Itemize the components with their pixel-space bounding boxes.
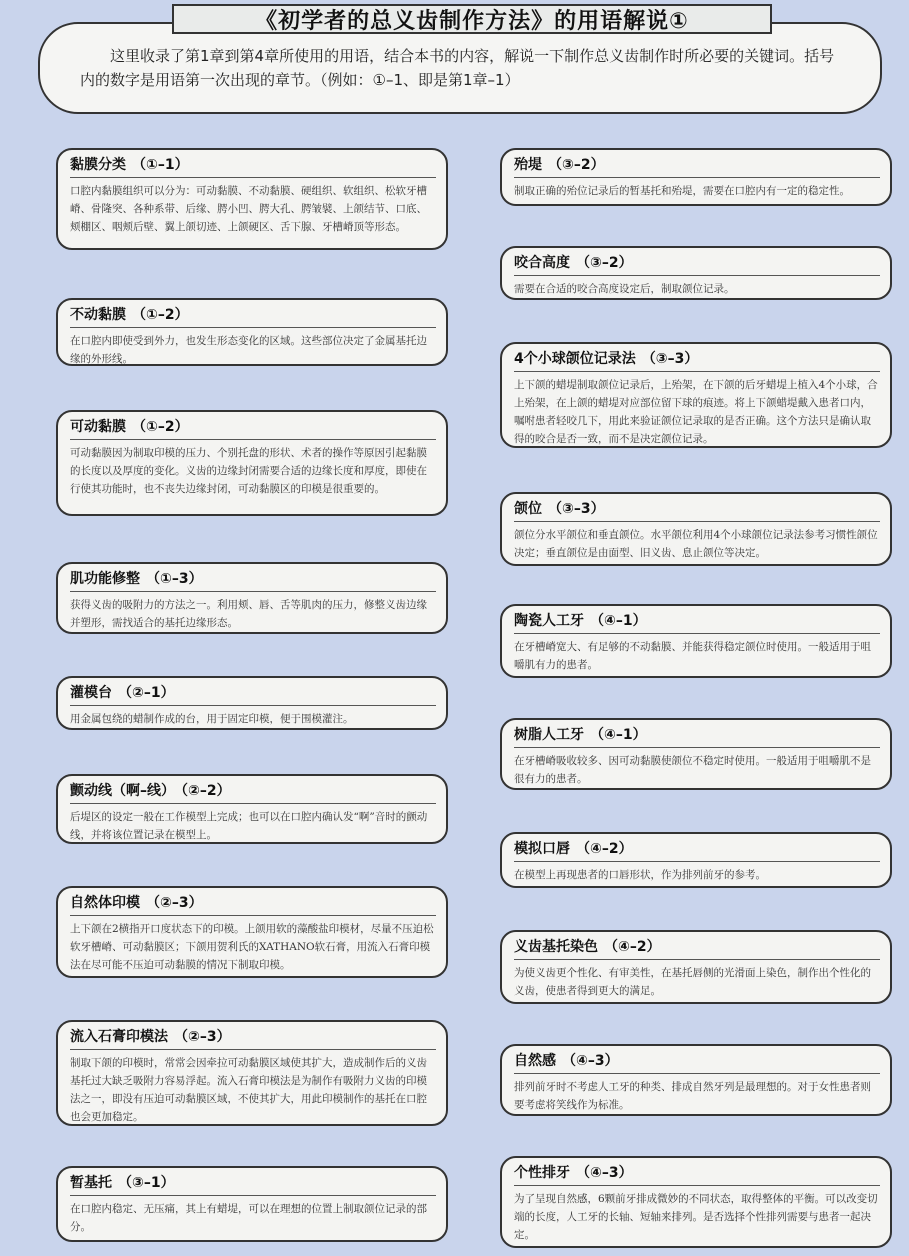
term-description: 在模型上再现患者的口唇形状，作为排列前牙的参考。 [514, 869, 766, 881]
term-ref: （④–3） [562, 1053, 619, 1069]
term-description: 可动黏膜因为制取印模的压力、个别托盘的形状、术者的操作等原因引起黏膜的长度以及厚度的变化。义齿的边缘封闭需要合适的边缘长度和厚度，即使在行使其功能时，也不丧失边缘封闭，可动黏膜区的印模是很重要的。 [70, 447, 427, 495]
term-card [56, 676, 448, 730]
term-ref: （②–1） [118, 685, 175, 701]
term-ref: （④–3） [576, 1165, 633, 1181]
term-description: 用金属包绕的蜡制作成的台，用于固定印模，便于围模灌注。 [70, 713, 354, 725]
term-ref: （①–3） [146, 571, 203, 587]
term-title: 暂基托 [70, 1175, 112, 1191]
term-card [500, 342, 892, 448]
term-title: 灌模台 [70, 685, 112, 701]
term-ref: （④–1） [590, 613, 647, 629]
term-description: 需要在合适的咬合高度设定后，制取颌位记录。 [514, 283, 735, 295]
term-ref: （①–2） [132, 419, 189, 435]
term-ref: （②–3） [146, 895, 203, 911]
term-card [500, 246, 892, 300]
term-description: 在口腔内即使受到外力，也发生形态变化的区域。这些部位决定了金属基托边缘的外形线。 [70, 335, 427, 365]
term-description: 后堤区的设定一般在工作模型上完成；也可以在口腔内确认发“啊”音时的颤动线，并将该位置记录在模型上。 [70, 811, 428, 841]
term-title: 陶瓷人工牙 [514, 613, 584, 629]
term-card [56, 298, 448, 366]
term-description: 为了呈现自然感，6颗前牙排成微妙的不同状态，取得整体的平衡。可以改变切端的长度，人工牙的长轴、短轴来排列。是否选择个性排列需要与患者一起决定。 [514, 1193, 878, 1241]
term-ref: （②–3） [174, 1029, 231, 1045]
term-ref: （④–2） [576, 841, 633, 857]
term-title: 树脂人工牙 [514, 727, 584, 743]
term-description: 在牙槽嵴吸收较多、因可动黏膜使颌位不稳定时使用。一般适用于咀嚼肌不是很有力的患者。 [514, 755, 871, 785]
term-ref: （③–2） [548, 157, 605, 173]
term-description: 为使义齿更个性化、有审美性，在基托唇侧的光滑面上染色，制作出个性化的义齿，使患者得到更大的满足。 [514, 967, 871, 997]
term-ref: （③–2） [576, 255, 633, 271]
term-card [500, 148, 892, 206]
term-card [500, 1044, 892, 1116]
intro-text: 这里收录了第1章到第4章所使用的用语，结合本书的内容，解说一下制作总义齿制作时所必要的关键词。括号内的数字是用语第一次出现的章节。（例如：①–1、即是第1章–1） [38, 22, 882, 114]
term-title: 殆堤 [514, 157, 542, 173]
term-card [56, 1020, 448, 1126]
term-card [56, 410, 448, 516]
term-title: 可动黏膜 [70, 419, 126, 435]
term-card [500, 832, 892, 888]
term-ref: （①–1） [132, 157, 189, 173]
term-card [56, 774, 448, 844]
term-description: 在牙槽嵴宽大、有足够的不动黏膜、并能获得稳定颌位时使用。一般适用于咀嚼肌有力的患者。 [514, 641, 871, 671]
term-title: 流入石膏印模法 [70, 1029, 168, 1045]
term-ref: （③–1） [118, 1175, 175, 1191]
term-ref: （③–3） [548, 501, 605, 517]
term-card [56, 562, 448, 634]
term-card [56, 148, 448, 250]
term-description: 制取下颌的印模时，常常会因牵拉可动黏膜区域使其扩大，造成制作后的义齿基托过大缺乏吸附力容易浮起。流入石膏印模法是为制作有吸附力义齿的印模法之一，即没有压迫可动黏膜区域，不使其扩大，用此印模制作的基托在口腔也会更加稳定。 [70, 1057, 427, 1123]
term-title: 自然感 [514, 1053, 556, 1069]
term-title: 黏膜分类 [70, 157, 126, 173]
term-title: 4个小球颌位记录法 [514, 351, 636, 367]
term-card [500, 604, 892, 678]
term-ref: （④–2） [604, 939, 661, 955]
term-description: 上下颌的蜡堤制取颌位记录后，上殆架，在下颌的后牙蜡堤上植入4个小球，合上殆架，在上颌的蜡堤对应部位留下球的痕迹。将上下颌蜡堤戴入患者口内，嘱咐患者轻咬几下，用此来验证颌位记录取的是否正确。这个方法只是确认取得的咬合是否一致，而不是决定颌位记录。 [514, 379, 878, 445]
term-ref: （①–2） [132, 307, 189, 323]
term-card [500, 718, 892, 790]
term-title: 不动黏膜 [70, 307, 126, 323]
term-description: 在口腔内稳定、无压痛，其上有蜡堤，可以在理想的位置上制取颌位记录的部分。 [70, 1203, 427, 1233]
term-ref: （④–1） [590, 727, 647, 743]
term-card [500, 930, 892, 1004]
term-ref: （③–3） [641, 351, 699, 367]
term-title: 自然体印模 [70, 895, 140, 911]
term-card [500, 1156, 892, 1248]
term-description: 颌位分水平颌位和垂直颌位。水平颌位利用4个小球颌位记录法参考习惯性颌位决定；垂直颌位是由面型、旧义齿、息止颌位等决定。 [514, 529, 878, 559]
page-title: 《初学者的总义齿制作方法》的用语解说① [172, 4, 772, 34]
term-description: 上下颌在2横指开口度状态下的印模。上颌用软的藻酸盐印模材，尽量不压迫松软牙槽嵴、可动黏膜区；下颌用贺利氏的XATHANO软石膏，用流入石膏印模法在尽可能不压迫可动黏膜的情况下制取印模。 [70, 923, 434, 971]
term-title: 肌功能修整 [70, 571, 140, 587]
term-title: 颌位 [514, 501, 542, 517]
term-title: 义齿基托染色 [514, 939, 598, 955]
term-ref: （②–2） [181, 783, 231, 799]
term-description: 排列前牙时不考虑人工牙的种类、排成自然牙列是最理想的。对于女性患者则要考虑将笑线作为标准。 [514, 1081, 871, 1111]
term-title: 个性排牙 [514, 1165, 570, 1181]
term-title: 咬合高度 [514, 255, 570, 271]
term-description: 制取正确的殆位记录后的暂基托和殆堤，需要在口腔内有一定的稳定性。 [514, 185, 850, 197]
term-title: 颤动线（啊–线） [70, 783, 175, 799]
term-title: 模拟口唇 [514, 841, 570, 857]
term-card [56, 886, 448, 978]
term-card [56, 1166, 448, 1242]
term-card [500, 492, 892, 566]
term-description: 获得义齿的吸附力的方法之一。利用颊、唇、舌等肌肉的压力，修整义齿边缘并塑形，需找适合的基托边缘形态。 [70, 599, 427, 629]
term-description: 口腔内黏膜组织可以分为：可动黏膜、不动黏膜、硬组织、软组织、松软牙槽嵴、骨隆突、各种系带、后缘、腭小凹、腭大孔、腭皱襞、上颌结节、口底、颊棚区、咽颊后壁、翼上颌切迹、上颌硬区、舌下腺、牙槽嵴顶等形态。 [70, 185, 427, 233]
